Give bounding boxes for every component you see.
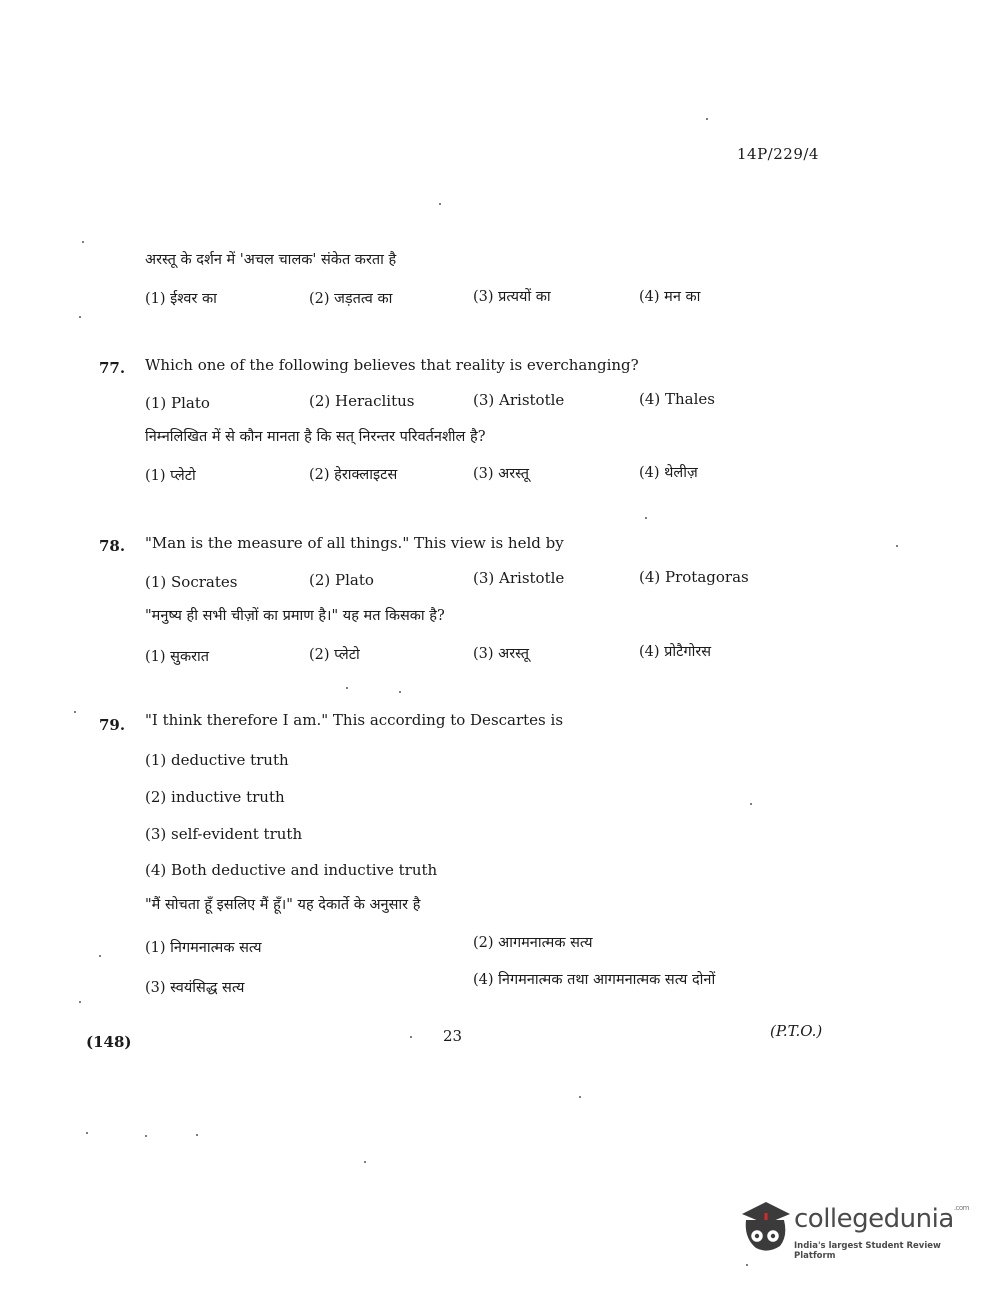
- scan-speck: [99, 955, 101, 957]
- q79-number: 79.: [99, 716, 126, 734]
- q76-hindi-option-4: (4) मन का: [639, 289, 701, 305]
- scan-speck: [346, 687, 348, 689]
- q79-hindi-option-2: (2) आगमनात्मक सत्य: [473, 935, 593, 951]
- q78-hindi-text: "मनुष्य ही सभी चीज़ों का प्रमाण है।" यह मत किसका है?: [145, 608, 445, 624]
- q79-text: "I think therefore I am." This according to Descartes is: [145, 711, 564, 729]
- scan-speck: [645, 517, 647, 519]
- q77-hindi-option-3: (3) अरस्तू: [473, 466, 530, 482]
- q78-hindi-option-4: (4) प्रोटैगोरस: [639, 644, 712, 660]
- q77-option-4: (4) Thales: [639, 390, 715, 408]
- q78-option-4: (4) Protagoras: [639, 568, 749, 586]
- scan-speck: [410, 1036, 412, 1038]
- q79-option-2: (2) inductive truth: [145, 788, 285, 806]
- q76-hindi-option-3: (3) प्रत्ययों का: [473, 289, 551, 305]
- q78-option-1: (1) Socrates: [145, 573, 238, 591]
- q78-number: 78.: [99, 537, 126, 555]
- scan-speck: [399, 691, 401, 693]
- scan-speck: [82, 241, 84, 243]
- student-mascot-icon: [736, 1196, 792, 1256]
- q78-hindi-option-3: (3) अरस्तू: [473, 646, 530, 662]
- scan-speck: [746, 1264, 748, 1266]
- scan-speck: [439, 203, 441, 205]
- q79-hindi-option-3: (3) स्वयंसिद्ध सत्य: [145, 980, 245, 996]
- q76-hindi-text: अरस्तू के दर्शन में 'अचल चालक' संकेत करता है: [145, 252, 397, 268]
- scan-speck: [196, 1134, 198, 1136]
- logo-domain: .com: [953, 1204, 969, 1212]
- footer-code: (148): [86, 1033, 132, 1051]
- paper-code: 14P/229/4: [737, 145, 819, 163]
- q78-hindi-option-1: (1) सुकरात: [145, 649, 210, 665]
- logo-tagline: India's largest Student Review Platform: [794, 1241, 941, 1261]
- scan-speck: [74, 711, 76, 713]
- q78-option-2: (2) Plato: [309, 571, 374, 589]
- q79-option-1: (1) deductive truth: [145, 751, 289, 769]
- scan-speck: [750, 803, 752, 805]
- logo-brand-name: [794, 1204, 969, 1234]
- scan-speck: [145, 1135, 147, 1137]
- q79-option-3: (3) self-evident truth: [145, 825, 303, 843]
- q78-hindi-option-2: (2) प्लेटो: [309, 647, 360, 663]
- q78-option-3: (3) Aristotle: [473, 569, 565, 587]
- q77-option-3: (3) Aristotle: [473, 391, 565, 409]
- q77-option-2: (2) Heraclitus: [309, 392, 415, 410]
- q77-option-1: (1) Plato: [145, 394, 210, 412]
- q79-hindi-option-4: (4) निगमनात्मक तथा आगमनात्मक सत्य दोनों: [473, 972, 716, 988]
- q79-hindi-text: "मैं सोचता हूँ इसलिए मैं हूँ।" यह देकार्ते के अनुसार है: [145, 897, 421, 913]
- collegedunia-logo: [736, 1196, 969, 1261]
- q79-option-4: (4) Both deductive and inductive truth: [145, 861, 438, 879]
- logo-brand-text: collegedunia: [794, 1204, 954, 1234]
- scan-speck: [896, 545, 898, 547]
- scan-speck: [79, 316, 81, 318]
- q77-hindi-option-4: (4) थेलीज़: [639, 465, 698, 481]
- q79-hindi-option-1: (1) निगमनात्मक सत्य: [145, 940, 262, 956]
- q77-hindi-text: निम्नलिखित में से कौन मानता है कि सत् निरन्तर परिवर्तनशील है?: [145, 429, 486, 445]
- q78-text: "Man is the measure of all things." This view is held by: [145, 534, 564, 552]
- q77-hindi-option-2: (2) हेराक्लाइटस: [309, 467, 398, 483]
- scan-speck: [579, 1096, 581, 1098]
- scan-speck: [79, 1001, 81, 1003]
- scan-speck: [364, 1161, 366, 1163]
- scan-speck: [86, 1132, 88, 1134]
- q76-hindi-option-1: (1) ईश्वर का: [145, 291, 217, 307]
- q77-hindi-option-1: (1) प्लेटो: [145, 468, 196, 484]
- q77-text: Which one of the following believes that reality is everchanging?: [145, 356, 639, 374]
- pto-label: (P.T.O.): [770, 1022, 823, 1040]
- scan-speck: [706, 118, 708, 120]
- page-number: 23: [443, 1027, 463, 1045]
- q77-number: 77.: [99, 359, 126, 377]
- q76-hindi-option-2: (2) जड़तत्व का: [309, 291, 393, 307]
